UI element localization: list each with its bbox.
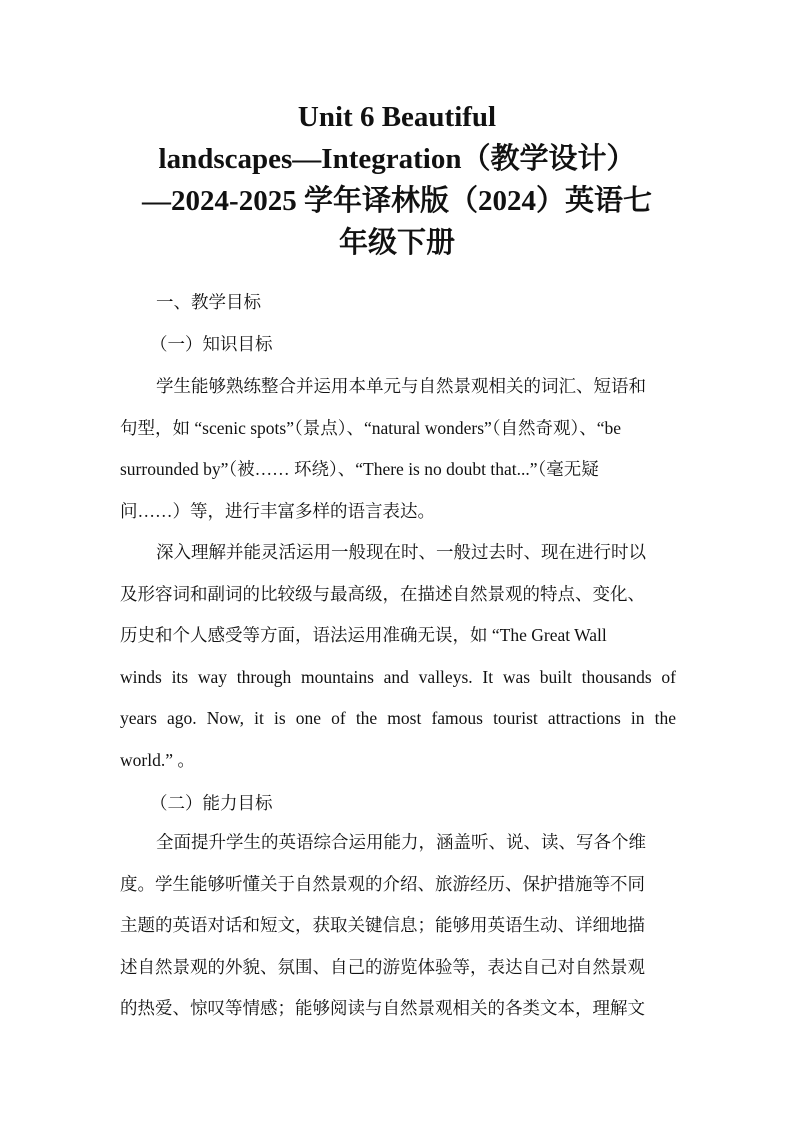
paragraph-line: years ago. Now, it is one of the most famous tourist attractions in the — [120, 708, 676, 728]
paragraph-line: 的热爱、惊叹等情感；能够阅读与自然景观相关的各类文本，理解文 — [120, 998, 645, 1018]
section-heading-teaching-objectives: 一、教学目标 — [156, 292, 261, 312]
paragraph-line: 学生能够熟练整合并运用本单元与自然景观相关的词汇、短语和 — [156, 376, 646, 396]
title-line-3: —2024-2025 学年译林版（2024）英语七 — [142, 185, 652, 217]
title-line-2: landscapes—Integration（教学设计） — [158, 143, 636, 175]
paragraph-line: surrounded by”（被…… 环绕）、“There is no doubt that...”（毫无疑 — [120, 459, 599, 479]
document-title — [100, 96, 694, 264]
paragraph-line: 述自然景观的外貌、氛围、自己的游览体验等，表达自己对自然景观 — [120, 956, 645, 977]
paragraph-line: 深入理解并能灵活运用一般现在时、一般过去时、现在进行时以 — [156, 542, 646, 562]
paragraph-line: 问……）等，进行丰富多样的语言表达。 — [120, 500, 435, 521]
paragraph-line: 句型，如 “scenic spots”（景点）、“natural wonders”（自然奇观）、“be — [120, 417, 622, 438]
paragraph-line: winds its way through mountains and valleys. It was built thousands of — [120, 666, 676, 687]
paragraph-line: 度。学生能够听懂关于自然景观的介绍、旅游经历、保护措施等不同 — [120, 873, 645, 894]
knowledge-paragraph-2 — [120, 532, 676, 781]
subsection-heading-knowledge-objectives: （一）知识目标 — [150, 334, 273, 354]
ability-paragraph-1 — [120, 822, 676, 1030]
title-line-4: 年级下册 — [338, 227, 455, 259]
knowledge-paragraph-1 — [120, 366, 676, 532]
subsection-heading-ability-objectives: （二）能力目标 — [150, 793, 273, 813]
paragraph-line: 主题的英语对话和短文，获取关键信息；能够用英语生动、详细地描 — [120, 915, 645, 935]
paragraph-line: 全面提升学生的英语综合运用能力，涵盖听、说、读、写各个维 — [156, 832, 646, 852]
paragraph-line: 历史和个人感受等方面，语法运用准确无误，如 “The Great Wall — [120, 625, 607, 645]
paragraph-line: world.” 。 — [120, 749, 195, 770]
title-line-1: Unit 6 Beautiful — [297, 101, 497, 133]
paragraph-line: 及形容词和副词的比较级与最高级，在描述自然景观的特点、变化、 — [120, 583, 645, 604]
